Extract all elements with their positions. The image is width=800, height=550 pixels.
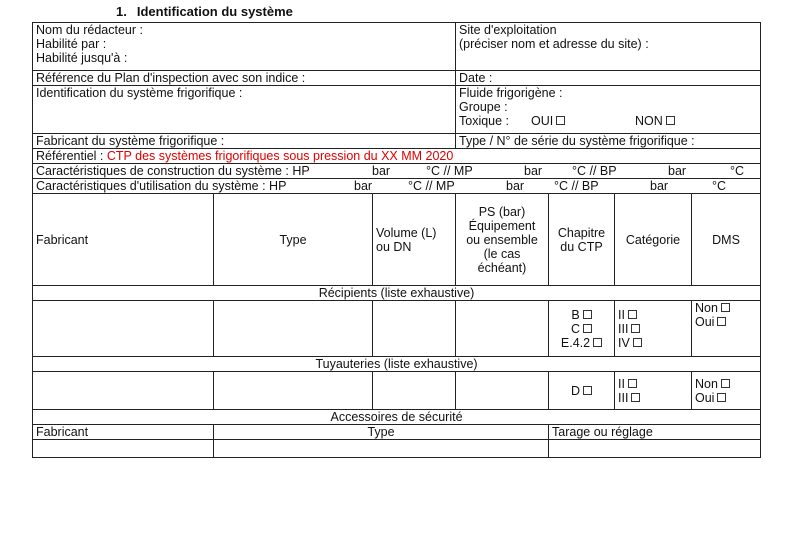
tuyauteries-categorie-iii: III bbox=[618, 391, 688, 405]
recipients-dms-oui: Oui bbox=[695, 315, 757, 329]
utilisation-hp-bar: bar bbox=[354, 179, 373, 193]
recipients-section-label: Récipients (liste exhaustive) bbox=[33, 286, 761, 301]
referentiel-cell bbox=[33, 149, 761, 164]
tuyauteries-dms-non: Non bbox=[695, 377, 757, 391]
toxique-oui-label: OUI bbox=[531, 114, 554, 128]
tuyauteries-fabricant-cell[interactable] bbox=[33, 372, 214, 410]
accessoires-header-type: Type bbox=[214, 425, 549, 440]
header-ps-line2: Équipement bbox=[468, 218, 536, 233]
utilisation-label: Caractéristiques d'utilisation du système : HP bbox=[36, 179, 287, 193]
categorie-ii-checkbox[interactable] bbox=[628, 310, 637, 319]
tuyauteries-volume-cell[interactable] bbox=[373, 372, 456, 410]
header-fabricant: Fabricant bbox=[33, 194, 214, 286]
construction-mp-bar: bar bbox=[524, 164, 543, 178]
tuyauteries-dms-oui: Oui bbox=[695, 391, 757, 405]
construction-bp-bar: bar bbox=[668, 164, 687, 178]
utilisation-mp-c: °C // MP bbox=[408, 179, 455, 193]
accessoires-fabricant-cell[interactable] bbox=[33, 440, 214, 458]
header-chapitre-line2: du CTP bbox=[560, 239, 603, 254]
toxique-non-checkbox[interactable] bbox=[666, 116, 675, 125]
recipients-chapitre-c: C bbox=[552, 322, 611, 336]
identification-cell[interactable]: Identification du système frigorifique : bbox=[33, 86, 456, 134]
utilisation-mp-bar: bar bbox=[506, 179, 525, 193]
chapitre-b-checkbox[interactable] bbox=[583, 310, 592, 319]
construction-label: Caractéristiques de construction du système : HP bbox=[36, 164, 310, 178]
redacteur-cell[interactable] bbox=[33, 23, 456, 71]
recipients-categorie-iv: IV bbox=[618, 336, 688, 350]
header-volume-line1: Volume (L) bbox=[376, 225, 437, 240]
header-ps-line5: échéant) bbox=[477, 260, 527, 275]
site-cell[interactable] bbox=[456, 23, 761, 71]
type-serie-cell[interactable]: Type / N° de série du système frigorifique : bbox=[456, 134, 761, 149]
recipients-volume-cell[interactable] bbox=[373, 301, 456, 357]
utilisation-bp-bar: bar bbox=[650, 179, 669, 193]
tuyauteries-chapitre-cell bbox=[549, 372, 615, 410]
header-chapitre-line1: Chapitre bbox=[557, 225, 606, 240]
toxique-oui-checkbox[interactable] bbox=[556, 116, 565, 125]
recipients-dms-cell bbox=[692, 301, 761, 357]
chapitre-d-checkbox[interactable] bbox=[583, 386, 592, 395]
tuyauteries-categorie-ii-checkbox[interactable] bbox=[628, 379, 637, 388]
redacteur-habilite-jusqua: Habilité jusqu'à : bbox=[36, 51, 128, 65]
site-hint: (préciser nom et adresse du site) : bbox=[459, 37, 649, 51]
header-ps-line3: ou ensemble bbox=[466, 232, 538, 247]
accessoires-type-cell[interactable] bbox=[214, 440, 549, 458]
dms-oui-checkbox[interactable] bbox=[717, 317, 726, 326]
header-ps-line4: (le cas bbox=[483, 246, 521, 261]
tuyauteries-ps-cell[interactable] bbox=[456, 372, 549, 410]
fluide-cell[interactable] bbox=[456, 86, 761, 134]
construction-hp-bar: bar bbox=[372, 164, 391, 178]
categorie-iv-checkbox[interactable] bbox=[633, 338, 642, 347]
tuyauteries-dms-non-checkbox[interactable] bbox=[721, 379, 730, 388]
utilisation-c: °C bbox=[712, 179, 727, 193]
recipients-fabricant-cell[interactable] bbox=[33, 301, 214, 357]
recipients-chapitre-cell bbox=[549, 301, 615, 357]
site-label: Site d'exploitation bbox=[459, 23, 557, 37]
header-volume bbox=[373, 194, 456, 286]
tuyauteries-dms-oui-checkbox[interactable] bbox=[717, 393, 726, 402]
tuyauteries-section-label: Tuyauteries (liste exhaustive) bbox=[33, 357, 761, 372]
accessoires-section-label: Accessoires de sécurité bbox=[33, 410, 761, 425]
section-title-text: Identification du système bbox=[136, 4, 293, 19]
tuyauteries-chapitre-d: D bbox=[570, 383, 581, 398]
recipients-type-cell[interactable] bbox=[214, 301, 373, 357]
section-title bbox=[116, 4, 293, 19]
chapitre-e42-checkbox[interactable] bbox=[593, 338, 602, 347]
tuyauteries-categorie-iii-checkbox[interactable] bbox=[631, 393, 640, 402]
tuyauteries-categorie-ii: II bbox=[618, 377, 688, 391]
recipients-dms-non: Non bbox=[695, 301, 757, 315]
utilisation-cell[interactable] bbox=[33, 179, 761, 194]
toxique-row bbox=[459, 114, 757, 128]
construction-bp-c: °C // BP bbox=[572, 164, 617, 178]
construction-mp-c: °C // MP bbox=[426, 164, 473, 178]
redacteur-nom: Nom du rédacteur : bbox=[36, 23, 143, 37]
dms-non-checkbox[interactable] bbox=[721, 303, 730, 312]
header-chapitre bbox=[549, 194, 615, 286]
identification-table bbox=[32, 22, 761, 458]
toxique-non-label: NON bbox=[635, 114, 663, 128]
construction-cell[interactable] bbox=[33, 164, 761, 179]
tuyauteries-categorie-cell bbox=[615, 372, 692, 410]
plan-ref-cell[interactable]: Référence du Plan d'inspection avec son indice : bbox=[33, 71, 456, 86]
header-type: Type bbox=[214, 194, 373, 286]
groupe-label: Groupe : bbox=[459, 100, 508, 114]
accessoires-header-tarage: Tarage ou réglage bbox=[549, 425, 761, 440]
chapitre-c-checkbox[interactable] bbox=[583, 324, 592, 333]
recipients-categorie-ii: II bbox=[618, 308, 688, 322]
header-categorie: Catégorie bbox=[615, 194, 692, 286]
header-volume-line2: ou DN bbox=[376, 239, 412, 254]
recipients-categorie-cell bbox=[615, 301, 692, 357]
accessoires-tarage-cell[interactable] bbox=[549, 440, 761, 458]
categorie-iii-checkbox[interactable] bbox=[631, 324, 640, 333]
section-number: 1. bbox=[116, 4, 127, 19]
recipients-chapitre-e42: E.4.2 bbox=[552, 336, 611, 350]
toxique-label: Toxique : bbox=[459, 114, 510, 128]
referentiel-value: CTP des systèmes frigorifiques sous pression du XX MM 2020 bbox=[106, 149, 454, 163]
utilisation-bp-c: °C // BP bbox=[554, 179, 599, 193]
fabricant-systeme-cell[interactable]: Fabricant du système frigorifique : bbox=[33, 134, 456, 149]
recipients-ps-cell[interactable] bbox=[456, 301, 549, 357]
fluide-label: Fluide frigorigène : bbox=[459, 86, 563, 100]
recipients-chapitre-b: B bbox=[552, 308, 611, 322]
recipients-categorie-iii: III bbox=[618, 322, 688, 336]
tuyauteries-type-cell[interactable] bbox=[214, 372, 373, 410]
referentiel-label: Référentiel : bbox=[36, 149, 104, 163]
accessoires-header-fabricant: Fabricant bbox=[33, 425, 214, 440]
tuyauteries-dms-cell bbox=[692, 372, 761, 410]
header-ps-line1: PS (bar) bbox=[478, 204, 526, 219]
date-cell[interactable]: Date : bbox=[456, 71, 761, 86]
header-dms: DMS bbox=[692, 194, 761, 286]
header-ps bbox=[456, 194, 549, 286]
redacteur-habilite-par: Habilité par : bbox=[36, 37, 107, 51]
construction-c: °C bbox=[730, 164, 745, 178]
